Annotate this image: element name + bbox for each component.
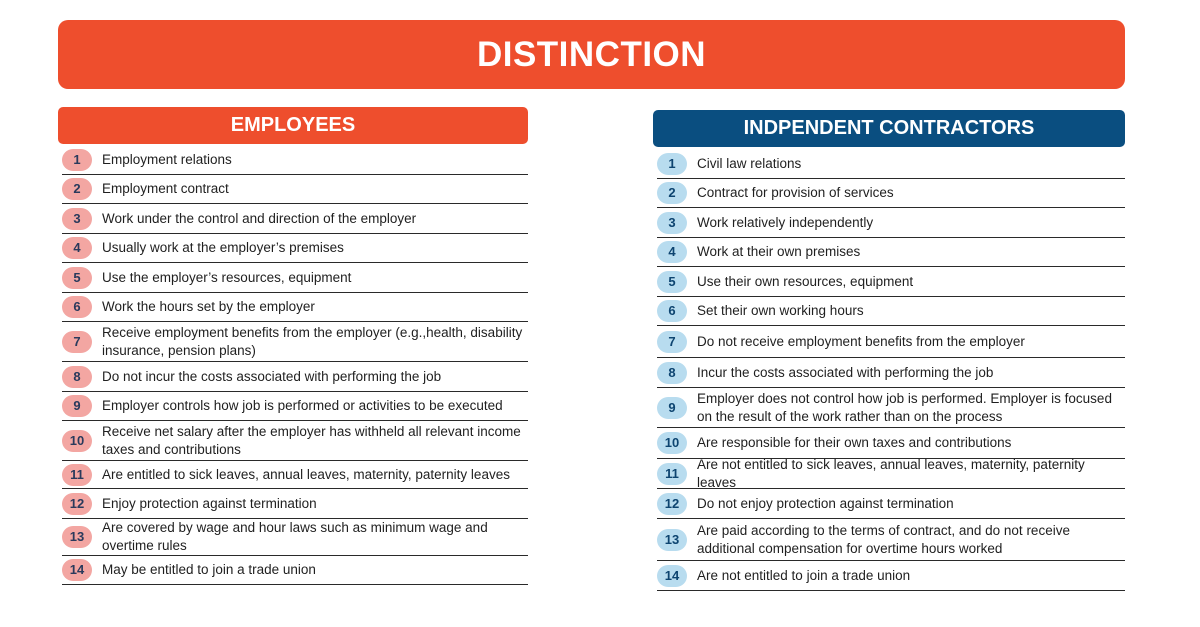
- item-number-badge: 13: [62, 526, 92, 548]
- item-number-badge: 8: [657, 362, 687, 384]
- item-text: Work the hours set by the employer: [102, 299, 315, 314]
- item-number-badge: 1: [657, 153, 687, 175]
- item-number-badge: 6: [62, 296, 92, 318]
- item-text: Use their own resources, equipment: [697, 273, 914, 289]
- list-item: [62, 392, 528, 421]
- item-number-badge: 4: [657, 241, 687, 263]
- item-number-badge: 9: [62, 395, 92, 417]
- list-item: [657, 358, 1125, 388]
- item-number-badge: 13: [657, 529, 687, 551]
- list-item: [62, 204, 528, 234]
- item-text: Receive net salary after the employer has withheld all relevant income taxes and contributions: [102, 423, 521, 457]
- list-item: [62, 362, 528, 392]
- item-text: Employment relations: [102, 152, 232, 167]
- item-number-badge: 7: [62, 331, 92, 353]
- item-number-badge: 7: [657, 331, 687, 353]
- item-number-badge: 4: [62, 237, 92, 259]
- item-text: Enjoy protection against termination: [102, 495, 317, 511]
- contractors-list: [657, 149, 1125, 591]
- list-item: [62, 175, 528, 204]
- title-banner: [58, 20, 1125, 89]
- list-item: [62, 263, 528, 293]
- item-text: Are not entitled to join a trade union: [697, 567, 911, 583]
- list-item: [657, 388, 1125, 428]
- list-item: [62, 489, 528, 519]
- list-item: [657, 489, 1125, 519]
- item-number-badge: 12: [62, 493, 92, 515]
- item-text: Do not incur the costs associated with performing the job: [102, 368, 442, 384]
- list-item: [62, 322, 528, 362]
- item-text: Employment contract: [102, 181, 229, 196]
- item-text: Do not receive employment benefits from the employer: [697, 333, 1025, 349]
- item-text: May be entitled to join a trade union: [102, 562, 316, 577]
- item-text: Usually work at the employer’s premises: [102, 240, 344, 255]
- item-text: Are covered by wage and hour laws such as minimum wage and overtime rules: [102, 520, 488, 553]
- list-item: [657, 519, 1125, 561]
- item-number-badge: 12: [657, 493, 687, 515]
- list-item: [62, 421, 528, 461]
- item-text: Work under the control and direction of the employer: [102, 210, 417, 226]
- item-text: Receive employment benefits from the employer (e.g.,health, disability insurance, pension plans): [102, 324, 523, 358]
- item-number-badge: 5: [62, 267, 92, 289]
- item-text: Contract for provision of services: [697, 185, 894, 200]
- list-item: [657, 238, 1125, 267]
- item-number-badge: 14: [657, 565, 687, 587]
- contractors-column: [653, 110, 1125, 591]
- item-text: Employer controls how job is performed or activities to be executed: [102, 398, 503, 413]
- item-number-badge: 2: [62, 178, 92, 200]
- list-item: [657, 297, 1125, 326]
- item-number-badge: 3: [657, 212, 687, 234]
- list-item: [62, 519, 528, 556]
- item-text: Work at their own premises: [697, 244, 861, 259]
- item-text: Do not enjoy protection against termination: [697, 495, 954, 511]
- item-number-badge: 11: [657, 463, 687, 485]
- item-number-badge: 8: [62, 366, 92, 388]
- item-number-badge: 6: [657, 300, 687, 322]
- item-number-badge: 5: [657, 271, 687, 293]
- item-text: Are not entitled to sick leaves, annual leaves, maternity, paternity leaves: [697, 456, 1085, 490]
- contractors-header: INDPENDENT CONTRACTORS: [653, 110, 1125, 147]
- item-number-badge: 1: [62, 149, 92, 171]
- item-number-badge: 10: [62, 430, 92, 452]
- list-item: [657, 267, 1125, 297]
- item-text: Use the employer’s resources, equipment: [102, 269, 352, 285]
- list-item: [657, 326, 1125, 358]
- item-text: Set their own working hours: [697, 303, 864, 318]
- list-item: [62, 234, 528, 263]
- item-number-badge: 2: [657, 182, 687, 204]
- item-text: Are responsible for their own taxes and contributions: [697, 435, 1012, 450]
- employees-list: [62, 146, 528, 585]
- item-text: Employer does not control how job is performed. Employer is focused on the result of the work rather than on the process: [697, 390, 1112, 424]
- item-number-badge: 9: [657, 397, 687, 419]
- item-number-badge: 11: [62, 464, 92, 486]
- item-text: Incur the costs associated with performing the job: [697, 364, 994, 380]
- list-item: [657, 456, 1125, 490]
- item-text: Work relatively independently: [697, 214, 874, 230]
- list-item: [62, 293, 528, 322]
- item-number-badge: 3: [62, 208, 92, 230]
- item-text: Are entitled to sick leaves, annual leaves, maternity, paternity leaves: [102, 466, 510, 482]
- list-item: [62, 556, 528, 585]
- list-item: [657, 428, 1125, 459]
- employees-column: [58, 107, 528, 585]
- page-title: DISTINCTION: [476, 34, 707, 74]
- list-item: [657, 179, 1125, 208]
- list-item: [657, 561, 1125, 591]
- list-item: [62, 461, 528, 489]
- list-item: [657, 208, 1125, 238]
- item-text: Civil law relations: [697, 155, 802, 171]
- item-number-badge: 10: [657, 432, 687, 454]
- item-text: Are paid according to the terms of contract, and do not receive additional compensation for overtime hours worked: [697, 522, 1070, 556]
- employees-header: EMPLOYEES: [58, 107, 528, 144]
- list-item: [657, 149, 1125, 179]
- item-number-badge: 14: [62, 559, 92, 581]
- list-item: [62, 146, 528, 175]
